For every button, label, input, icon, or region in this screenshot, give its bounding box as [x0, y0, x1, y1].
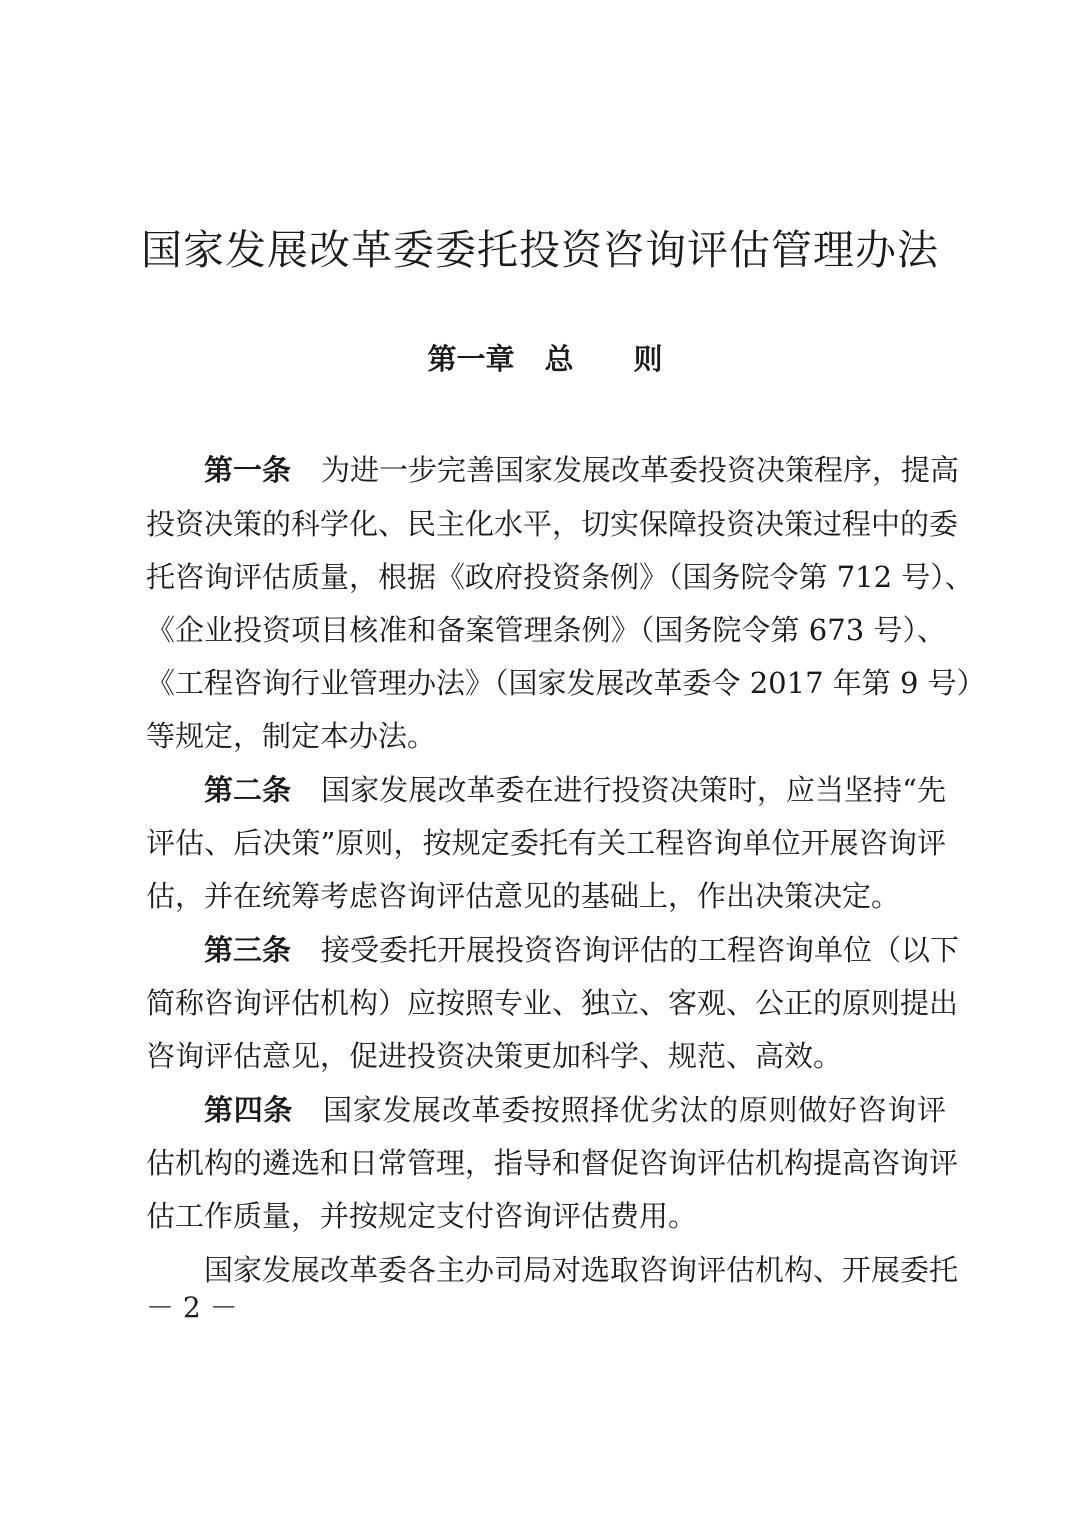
article-4-line-1: [204, 1088, 946, 1132]
page-number: － 2 －: [146, 1291, 238, 1324]
article-3-line-3: 咨询评估意见，促进投资决策更加科学、规范、高效。: [146, 1039, 843, 1073]
article-4-line-3: 估工作质量，并按规定支付咨询评估费用。: [146, 1199, 698, 1233]
article-2-line-1: [204, 768, 946, 812]
article-4-line-2: 估机构的遴选和日常管理，指导和督促咨询评估机构提高咨询评: [146, 1146, 959, 1180]
chapter-title-char-1: 总: [544, 342, 574, 376]
article-1-line-5: 《工程咨询行业管理办法》（国家发展改革委令 2017 年第 9 号）: [146, 666, 986, 700]
article-3-line-2: 简称咨询评估机构）应按照专业、独立、客观、公正的原则提出: [146, 986, 959, 1020]
article-2-line-2: 评估、后决策”原则，按规定委托有关工程咨询单位开展咨询评: [146, 826, 946, 860]
article-2-text-1: 国家发展改革委在进行投资决策时，应当坚持“先: [321, 773, 946, 807]
article-4-label: 第四条: [204, 1093, 294, 1127]
article-2-line-3: 估，并在统筹考虑咨询评估意见的基础上，作出决策决定。: [146, 879, 901, 913]
continued-paragraph-line: 国家发展改革委各主办司局对选取咨询评估机构、开展委托: [204, 1253, 959, 1287]
chapter-number: 第一章: [427, 342, 515, 376]
article-1-line-6: 等规定，制定本办法。: [146, 719, 437, 753]
document-title: 国家发展改革委委托投资咨询评估管理办法: [141, 226, 939, 274]
article-1-line-2: 投资决策的科学化、民主化水平，切实保障投资决策过程中的委: [146, 507, 959, 541]
article-1-line-4: 《企业投资项目核准和备案管理条例》（国务院令第 673 号）、: [146, 613, 946, 647]
article-1-label: 第一条: [204, 453, 292, 487]
article-1-text-1: 为进一步完善国家发展改革委投资决策程序，提高: [321, 453, 960, 487]
article-4-text-1: 国家发展改革委按照择优劣汰的原则做好咨询评: [323, 1093, 946, 1127]
article-3-label: 第三条: [204, 933, 292, 967]
article-3-line-1: [204, 928, 960, 972]
chapter-heading: [0, 337, 1080, 381]
article-1-line-1: [204, 448, 960, 492]
article-1-line-3: 托咨询评估质量，根据《政府投资条例》（国务院令第 712 号）、: [146, 560, 974, 594]
article-2-label: 第二条: [204, 773, 292, 807]
article-3-text-1: 接受委托开展投资咨询评估的工程咨询单位（以下: [321, 933, 960, 967]
chapter-title-char-2: 则: [633, 342, 663, 376]
